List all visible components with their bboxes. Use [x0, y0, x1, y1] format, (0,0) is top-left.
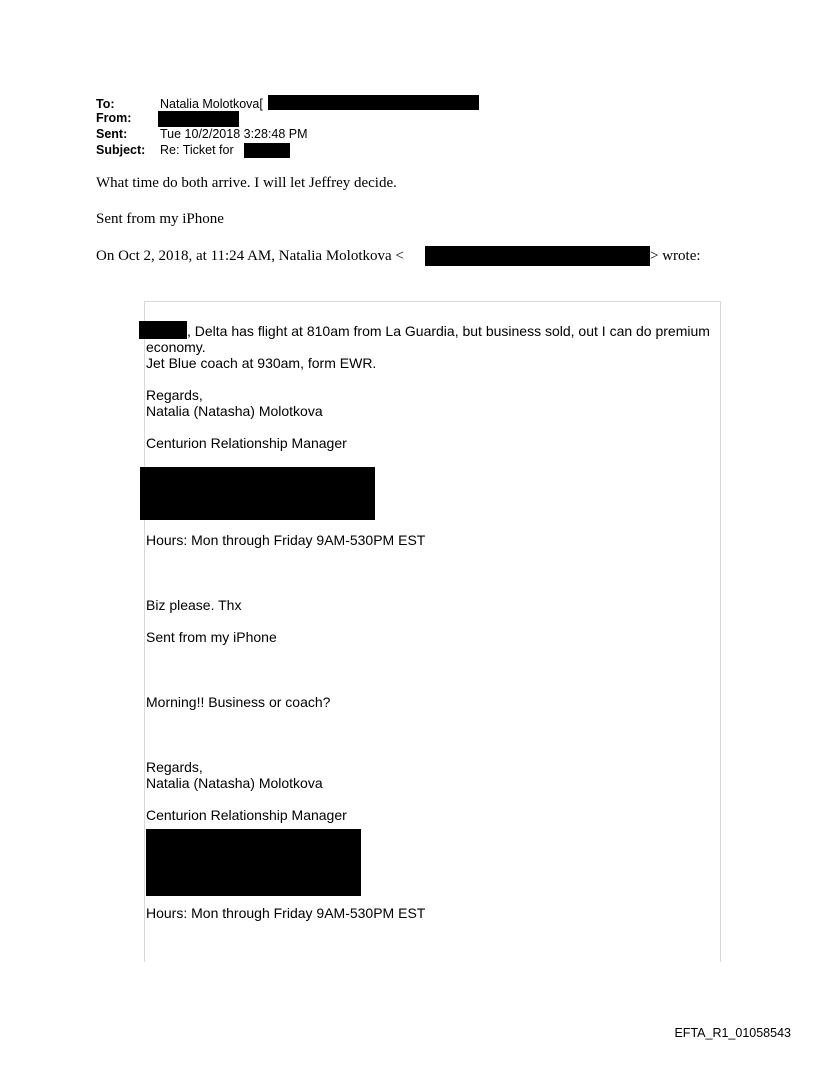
- quoted-hours-2: Hours: Mon through Friday 9AM-530PM EST: [146, 905, 426, 921]
- quoted-msg1-line3: Jet Blue coach at 930am, form EWR.: [146, 355, 377, 371]
- quoted-msg1-line2: economy.: [146, 339, 206, 355]
- quoted-morning: Morning!! Business or coach?: [146, 694, 331, 710]
- from-label: From:: [96, 111, 132, 125]
- quoted-msg1-line1: , Delta has flight at 810am from La Guardia, but business sold, out I can do premium: [187, 323, 710, 339]
- redaction-from: [158, 111, 239, 127]
- to-value: Natalia Molotkova[: [160, 97, 263, 111]
- reply-sent-from: Sent from my iPhone: [96, 211, 224, 227]
- reply-on-suffix: > wrote:: [650, 248, 701, 264]
- subject-value: Re: Ticket for: [160, 143, 234, 157]
- quoted-regards-2: Regards,: [146, 759, 203, 775]
- redaction-subject: [244, 143, 290, 158]
- quoted-sent-iphone: Sent from my iPhone: [146, 629, 277, 645]
- reply-line-1: What time do both arrive. I will let Jeffrey decide.: [96, 175, 397, 191]
- quoted-hours: Hours: Mon through Friday 9AM-530PM EST: [146, 532, 426, 548]
- redaction-addressee: [139, 321, 187, 339]
- subject-label: Subject:: [96, 143, 146, 157]
- quoted-title-2: Centurion Relationship Manager: [146, 807, 347, 823]
- redaction-contact-block-2: [146, 829, 361, 896]
- redaction-contact-block-1: [140, 467, 375, 520]
- sent-label: Sent:: [96, 127, 128, 141]
- quoted-biz: Biz please. Thx: [146, 597, 242, 613]
- quoted-regards: Regards,: [146, 387, 203, 403]
- quoted-name: Natalia (Natasha) Molotkova: [146, 403, 323, 419]
- quoted-title: Centurion Relationship Manager: [146, 435, 347, 451]
- sent-value: Tue 10/2/2018 3:28:48 PM: [160, 127, 308, 141]
- to-label: To:: [96, 97, 115, 111]
- document-id: EFTA_R1_01058543: [674, 1026, 791, 1040]
- reply-on-prefix: On Oct 2, 2018, at 11:24 AM, Natalia Molotkova <: [96, 248, 404, 264]
- quoted-name-2: Natalia (Natasha) Molotkova: [146, 775, 323, 791]
- redaction-sender-email: [425, 246, 650, 266]
- redaction-to-email: [268, 95, 479, 110]
